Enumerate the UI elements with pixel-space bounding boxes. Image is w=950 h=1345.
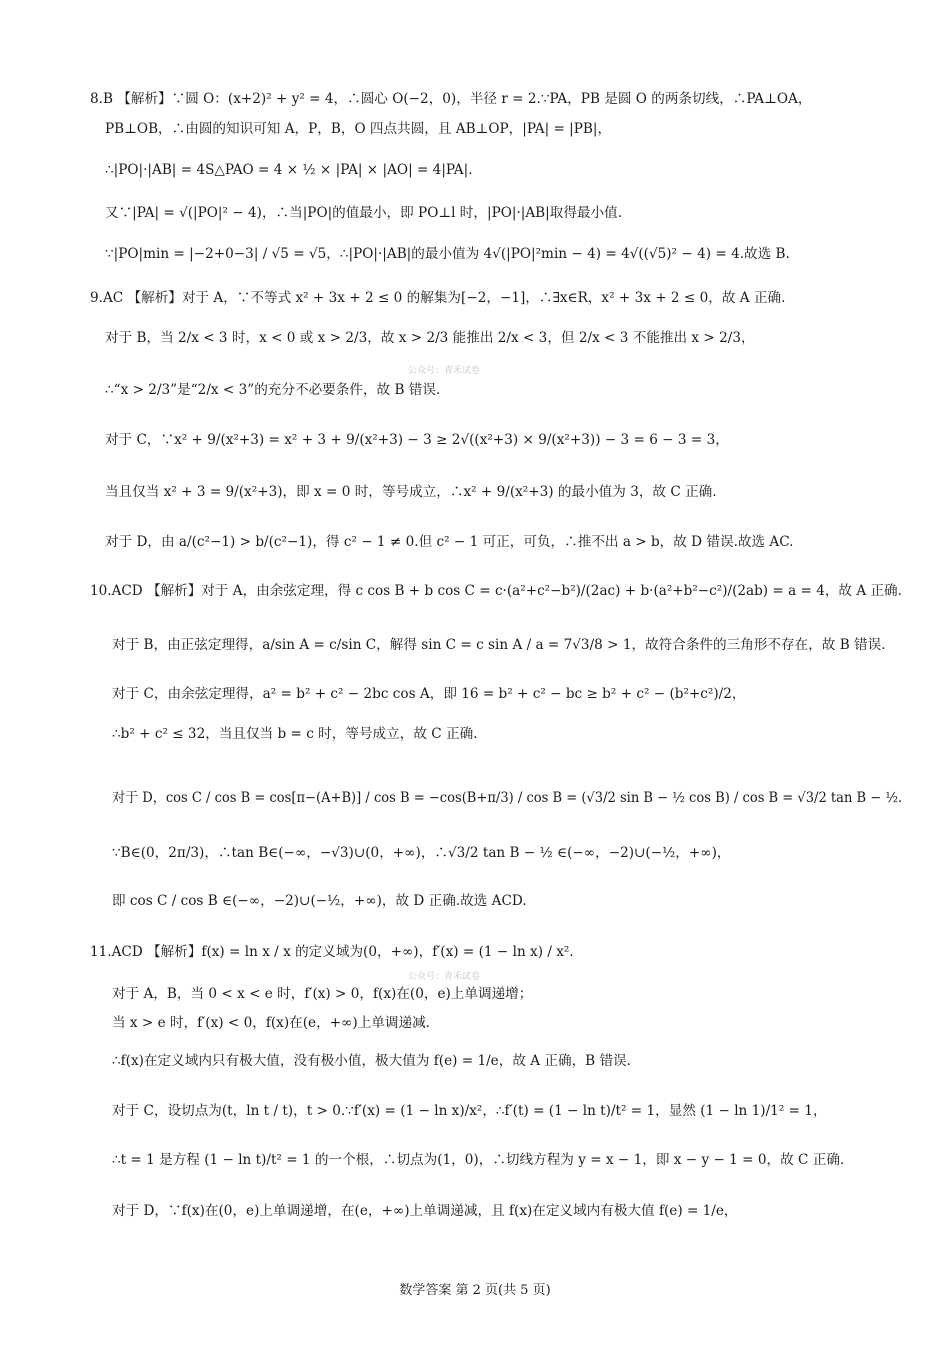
text-line: 10.ACD 【解析】对于 A，由余弦定理，得 c cos B + b cos C = c·(a²+c²−b²)/(2ac) + b·(a²+b²−c²)/(2ab) = a = 4，故 A 正确. bbox=[90, 583, 902, 599]
text-line: ∴|PO|·|AB| = 4S△PAO = 4 × ½ × |PA| × |AO| = 4|PA|. bbox=[105, 162, 473, 178]
watermark: 公众号：青禾试卷 bbox=[408, 972, 481, 982]
text-line: 对于 D，∵f(x)在(0，e)上单调递增，在(e，+∞)上单调递减，且 f(x)在定义域内有极大值 f(e) = 1/e， bbox=[112, 1203, 738, 1219]
text-line: 对于 C，∵x² + 9/(x²+3) = x² + 3 + 9/(x²+3) − 3 ≥ 2√((x²+3) × 9/(x²+3)) − 3 = 6 − 3 = 3， bbox=[105, 432, 729, 448]
text-line: 9.AC 【解析】对于 A，∵不等式 x² + 3x + 2 ≤ 0 的解集为[−2，−1]，∴∃x∈R，x² + 3x + 2 ≤ 0，故 A 正确. bbox=[90, 290, 786, 306]
text-line: 对于 B，当 2/x < 3 时，x < 0 或 x > 2/3，故 x > 2/3 能推出 2/x < 3，但 2/x < 3 不能推出 x > 2/3， bbox=[105, 330, 755, 346]
text-line: 对于 D，cos C / cos B = cos[π−(A+B)] / cos B = −cos(B+π/3) / cos B = (√3/2 sin B − ½ cos B) / cos B = √3/2 tan B − ½. bbox=[112, 790, 903, 806]
text-line: 即 cos C / cos B ∈(−∞，−2)∪(−½，+∞)，故 D 正确.故选 ACD. bbox=[112, 893, 527, 909]
text-line: 对于 A，B，当 0 < x < e 时，f′(x) > 0，f(x)在(0，e)上单调递增； bbox=[112, 986, 533, 1002]
text-line: ∴b² + c² ≤ 32，当且仅当 b = c 时，等号成立，故 C 正确. bbox=[112, 726, 478, 742]
text-line: 又∵|PA| = √(|PO|² − 4)，∴当|PO|的值最小，即 PO⊥l 时，|PO|·|AB|取得最小值. bbox=[105, 205, 623, 221]
text-line: 当且仅当 x² + 3 = 9/(x²+3)，即 x = 0 时，等号成立，∴x² + 9/(x²+3) 的最小值为 3，故 C 正确. bbox=[105, 484, 717, 500]
text-line: ∴t = 1 是方程 (1 − ln t)/t² = 1 的一个根，∴切点为(1，0)，∴切线方程为 y = x − 1，即 x − y − 1 = 0，故 C 正确. bbox=[112, 1152, 845, 1168]
text-line: 8.B 【解析】∵圆 O：(x+2)² + y² = 4，∴圆心 O(−2，0)，半径 r = 2.∵PA，PB 是圆 O 的两条切线，∴PA⊥OA， bbox=[90, 91, 812, 107]
text-line: 对于 C，设切点为(t，ln t / t)，t > 0.∵f′(x) = (1 − ln x)/x²，∴f′(t) = (1 − ln t)/t² = 1，显然 (1 − ln 1)/1² = 1， bbox=[112, 1103, 827, 1119]
text-line: ∴“x > 2/3”是“2/x < 3”的充分不必要条件，故 B 错误. bbox=[105, 382, 441, 398]
text-line: ∵|PO|min = |−2+0−3| / √5 = √5，∴|PO|·|AB|的最小值为 4√(|PO|²min − 4) = 4√((√5)² − 4) = 4.故选 B. bbox=[105, 246, 790, 262]
text-line: 当 x > e 时，f′(x) < 0，f(x)在(e，+∞)上单调递减. bbox=[112, 1015, 430, 1031]
text-line: PB⊥OB，∴由圆的知识可知 A，P，B，O 四点共圆，且 AB⊥OP，|PA| = |PB|， bbox=[105, 121, 612, 137]
text-line: 11.ACD 【解析】f(x) = ln x / x 的定义域为(0，+∞)，f′(x) = (1 − ln x) / x². bbox=[90, 944, 574, 960]
page-footer: 数学答案 第 2 页(共 5 页) bbox=[399, 1283, 551, 1298]
watermark: 公众号：青禾试卷 bbox=[408, 366, 481, 376]
text-line: 对于 B，由正弦定理得，a/sin A = c/sin C，解得 sin C = c sin A / a = 7√3/8 > 1，故符合条件的三角形不存在，故 B 错误. bbox=[112, 637, 886, 653]
text-line: ∴f(x)在定义域内只有极大值，没有极小值，极大值为 f(e) = 1/e，故 A 正确，B 错误. bbox=[112, 1053, 631, 1069]
text-line: 对于 D，由 a/(c²−1) > b/(c²−1)，得 c² − 1 ≠ 0.但 c² − 1 可正，可负，∴推不出 a > b，故 D 错误.故选 AC. bbox=[105, 534, 794, 550]
text-line: 对于 C，由余弦定理得，a² = b² + c² − 2bc cos A，即 16 = b² + c² − bc ≥ b² + c² − (b²+c²)/2， bbox=[112, 686, 746, 702]
text-line: ∵B∈(0，2π/3)，∴tan B∈(−∞，−√3)∪(0，+∞)，∴√3/2 tan B − ½ ∈(−∞，−2)∪(−½，+∞)， bbox=[112, 845, 731, 861]
